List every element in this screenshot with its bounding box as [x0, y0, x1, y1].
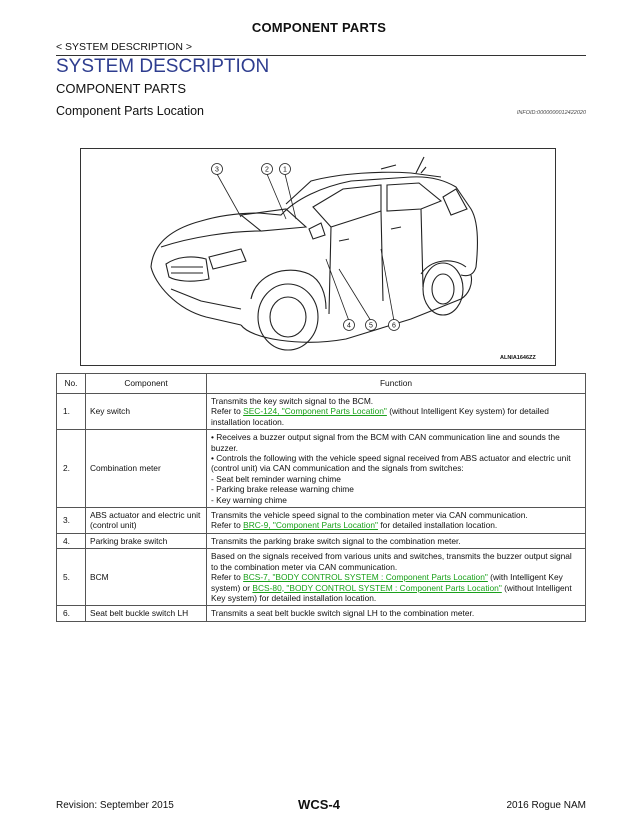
reference-link[interactable]: BCS-7, "BODY CONTROL SYSTEM : Component Parts Location" [243, 572, 488, 583]
list-item: • Controls the following with the vehicle speed signal received from ABS actuator and electric unit (control unit) via CAN communication and the signals from switches: [211, 453, 571, 474]
reference-link[interactable]: BCS-80, "BODY CONTROL SYSTEM : Component Parts Location" [252, 582, 502, 593]
callout-6-label: 6 [392, 322, 396, 330]
component-name: Combination meter [86, 430, 207, 508]
table-row [57, 533, 586, 548]
list-item: - Key warning chime [211, 494, 287, 505]
page-header-title: COMPONENT PARTS [251, 20, 387, 35]
vehicle-illustration [81, 149, 555, 365]
row-number: 6. [57, 606, 86, 621]
breadcrumb: < SYSTEM DESCRIPTION > [56, 41, 192, 53]
function-text: (without Intelligent Key system) for detailed installation location. [211, 406, 549, 427]
function-cell: Transmits the parking brake switch signal to the combination meter. [207, 533, 586, 548]
reference-link[interactable]: SEC-124, "Component Parts Location" [243, 406, 387, 417]
header-function: Function [207, 374, 586, 394]
header-component: Component [86, 374, 207, 394]
component-name: Parking brake switch [86, 533, 207, 548]
system-description-title: SYSTEM DESCRIPTION [56, 56, 270, 77]
section-title: COMPONENT PARTS [56, 81, 187, 96]
callout-4-label: 4 [347, 322, 351, 330]
header-no: No. [57, 374, 86, 394]
callout-5-label: 5 [369, 322, 373, 330]
function-text: Transmits the key switch signal to the BCM. [211, 396, 374, 406]
function-text: Based on the signals received from various units and switches, transmits the buzzer output signal to the combination meter via CAN communication. [211, 551, 572, 572]
callout-2-label: 2 [265, 166, 269, 174]
function-cell [207, 508, 586, 534]
list-item: - Parking brake release warning chime [211, 484, 354, 495]
figure-code: ALNIA1646ZZ [500, 355, 536, 361]
row-number: 5. [57, 549, 86, 606]
component-name: ABS actuator and electric unit (control unit) [86, 508, 207, 534]
footer-page-number: WCS-4 [298, 797, 340, 812]
table-row [57, 549, 586, 606]
refer-prefix: Refer to [211, 572, 244, 583]
component-name: BCM [86, 549, 207, 606]
table-row [57, 394, 586, 430]
function-cell: Transmits a seat belt buckle switch signal LH to the combination meter. [207, 606, 586, 621]
refer-prefix: Refer to [211, 406, 244, 417]
function-cell [207, 430, 586, 508]
function-cell [207, 394, 586, 430]
table-row [57, 606, 586, 621]
subsection-title: Component Parts Location [56, 104, 205, 118]
row-number: 4. [57, 533, 86, 548]
list-item: • Receives a buzzer output signal from the BCM with CAN communication line and sounds the buzzer. [211, 432, 560, 453]
list-item: - Seat belt reminder warning chime [211, 473, 341, 484]
table-row [57, 508, 586, 534]
function-list [211, 432, 581, 505]
callout-1-label: 1 [283, 166, 287, 174]
function-text: (without Intelligent Key system) for detailed installation location. [211, 582, 572, 603]
function-cell [207, 549, 586, 606]
component-name: Key switch [86, 394, 207, 430]
component-location-figure [80, 148, 556, 366]
table-header-row [57, 374, 586, 394]
component-table [56, 373, 586, 622]
reference-link[interactable]: BRC-9, "Component Parts Location" [243, 520, 379, 531]
row-number: 1. [57, 394, 86, 430]
function-text: Transmits the vehicle speed signal to the combination meter via CAN communication. [211, 510, 528, 521]
refer-prefix: Refer to [211, 520, 244, 531]
footer-revision: Revision: September 2015 [56, 800, 174, 811]
component-name: Seat belt buckle switch LH [86, 606, 207, 621]
table-row [57, 430, 586, 508]
function-text: for detailed installation location. [378, 520, 498, 531]
footer-model: 2016 Rogue NAM [506, 800, 586, 811]
row-number: 3. [57, 508, 86, 534]
callout-3-label: 3 [215, 166, 219, 174]
row-number: 2. [57, 430, 86, 508]
info-id-code: INFOID:0000000012422020 [516, 110, 586, 116]
function-text: (with Intelligent Key system) or [211, 572, 563, 593]
